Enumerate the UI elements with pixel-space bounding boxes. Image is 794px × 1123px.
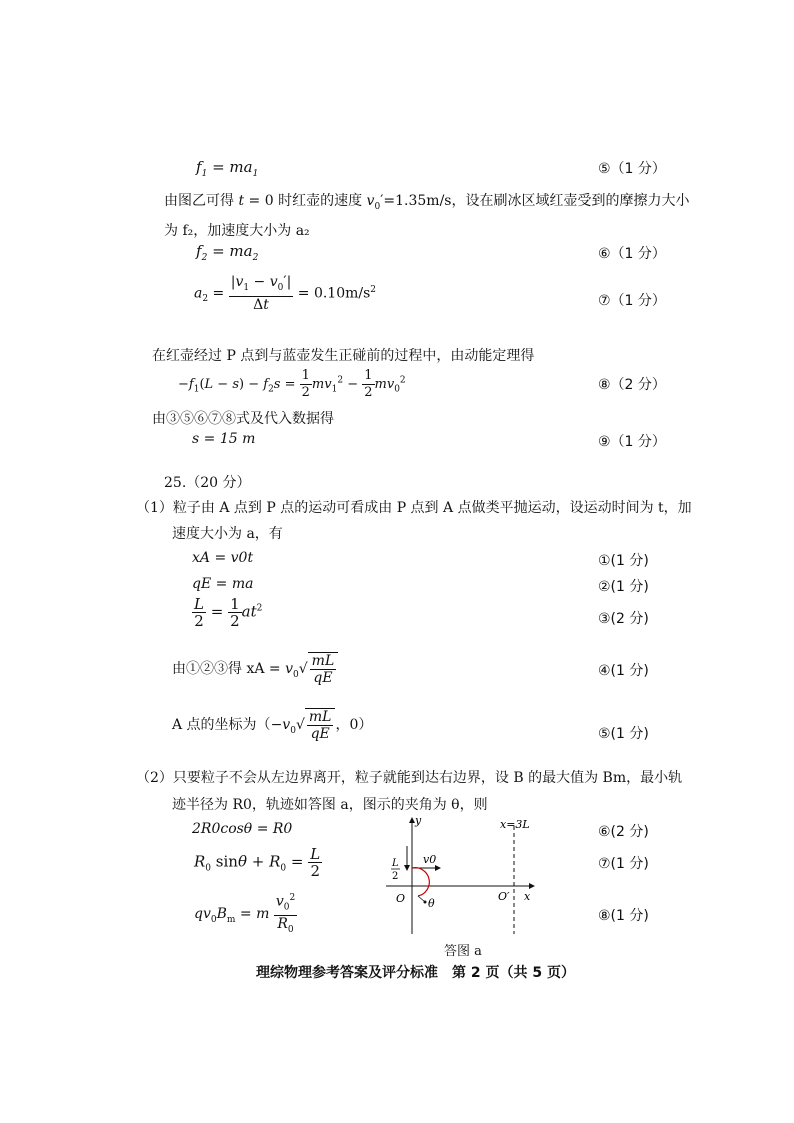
label-x: x bbox=[524, 890, 531, 903]
score-q4: ④(1 分) bbox=[598, 663, 649, 679]
part2-line-a: （2）只要粒子不会从左边界离开，粒子就能到达右边界，设 B 的最大值为 Bm，最小轨 bbox=[136, 770, 683, 786]
score-q7: ⑦(1 分) bbox=[598, 856, 649, 872]
score-q6: ⑥(2 分) bbox=[598, 824, 649, 840]
question-25-title: 25.（20 分） bbox=[164, 475, 251, 491]
eq-energy: $-f_1(L - s) - f_2s$ = $\frac{1}{2}$ $mv_1^2$ − $\frac{1}{2}$ $mv_0^2$ bbox=[178, 368, 406, 400]
eq-s: s = 15 m bbox=[192, 431, 256, 447]
score-5a: ⑤（1 分） bbox=[598, 161, 666, 177]
score-9a: ⑨（1 分） bbox=[598, 434, 666, 450]
score-q2: ②(1 分) bbox=[598, 579, 649, 595]
text-line-4: 由③⑤⑥⑦⑧式及代入数据得 bbox=[152, 411, 334, 427]
eq-lorentz: $qv_0B_m = m$ $\frac{v_0^2}{R_0}$ bbox=[194, 890, 297, 938]
score-q1: ①(1 分) bbox=[598, 553, 649, 569]
label-theta: θ bbox=[428, 897, 435, 910]
eq-xa: xA = v0t bbox=[192, 550, 254, 566]
score-q8: ⑧(1 分) bbox=[598, 908, 649, 924]
label-x3l: x=3L bbox=[500, 818, 530, 831]
part1-line-a: （1）粒子由 A 点到 P 点的运动可看成由 P 点到 A 点做类平抛运动，设运动时间为 t，加 bbox=[136, 500, 692, 516]
eq-a2: $a_2$ = $\frac{|v_1 - v_0'|}{\Delta t}$ = $0.10m/s^2$ bbox=[194, 274, 377, 313]
answer-figure-a bbox=[378, 812, 548, 936]
part2-line-b: 迹半径为 R0，轨迹如答图 a，图示的夹角为 θ，则 bbox=[172, 797, 488, 813]
page-footer: 理综物理参考答案及评分标准 第 2 页（共 5 页） bbox=[256, 965, 575, 981]
text-line-3: 在红壶经过 P 点到与蓝壶发生正碰前的过程中，由动能定理得 bbox=[152, 348, 535, 364]
label-v0: v0 bbox=[423, 853, 437, 866]
eq-a-coordinate: A 点的坐标为（$-v_0√$ $\frac{mL}{qE}$ ，0） bbox=[172, 709, 373, 742]
text-line-1: 由图乙可得 t = 0 时红壶的速度 $v_0'=1.35m/s$，设在刷冰区域红壶受到的摩擦力大小 bbox=[164, 193, 690, 212]
eq-r0-sum: $R_0$ $\sin\theta + R_0$ = $\frac{L}{2}$ bbox=[194, 845, 321, 880]
score-q3: ③(2 分) bbox=[598, 611, 649, 627]
eq-half-l: $\frac{L}{2}$ = $\frac{1}{2}$ $at^2$ bbox=[194, 595, 263, 630]
score-q5: ⑤(1 分) bbox=[598, 726, 649, 742]
label-2: 2 bbox=[392, 871, 399, 882]
eq-f1: $f_1 = ma_1$ bbox=[196, 158, 259, 179]
text-line-2: 为 f₂，加速度大小为 a₂ bbox=[164, 223, 310, 239]
label-l: L bbox=[392, 858, 399, 869]
center-dot bbox=[424, 901, 427, 904]
score-7a: ⑦（1 分） bbox=[598, 293, 666, 309]
eq-f2: $f_2 = ma_2$ bbox=[196, 242, 259, 263]
score-6a: ⑥（1 分） bbox=[598, 246, 666, 262]
label-o: O bbox=[396, 892, 406, 905]
label-y: y bbox=[415, 814, 422, 827]
trajectory-arc bbox=[412, 868, 429, 896]
part1-line-b: 速度大小为 a，有 bbox=[172, 526, 283, 542]
score-8a: ⑧（2 分） bbox=[598, 377, 666, 393]
eq-qe: qE = ma bbox=[192, 576, 254, 592]
eq-cos: 2R0cosθ = R0 bbox=[192, 821, 293, 837]
figure-caption: 答图 a bbox=[444, 944, 482, 959]
label-o-prime: O′ bbox=[498, 890, 510, 903]
eq-xa-result: 由①②③得 xA = $v_0√$ $\frac{mL}{qE}$ bbox=[172, 652, 338, 686]
